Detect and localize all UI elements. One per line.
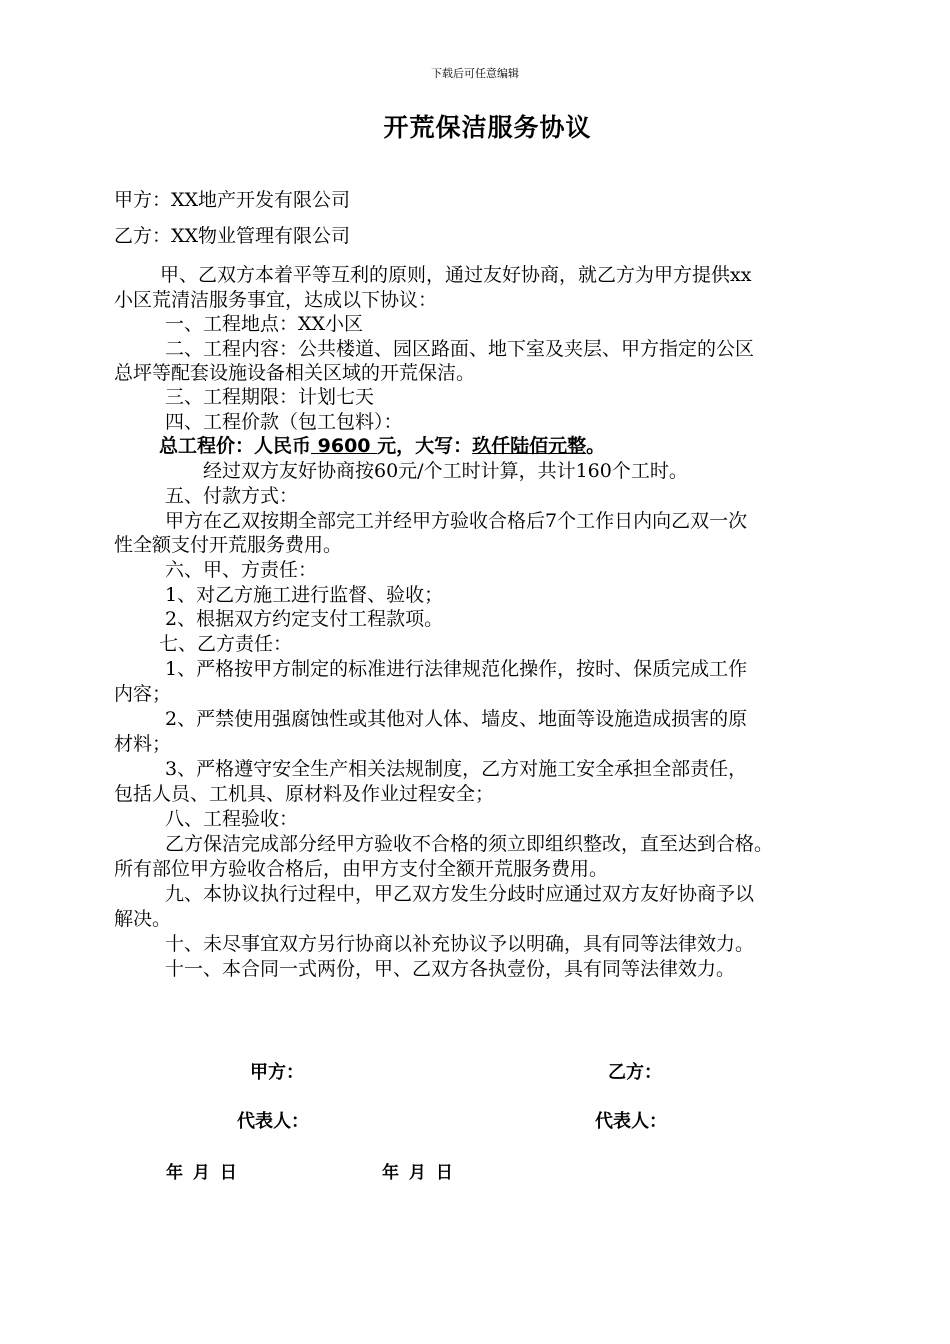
section-9-line-2: 解决。 — [114, 908, 172, 930]
section-4-price-heading: 四、工程价款（包工包料）： — [165, 411, 403, 433]
header-note: 下载后可任意编辑 — [431, 67, 519, 80]
section-7-item-1-line-2: 内容； — [114, 683, 172, 705]
section-6-item-1: 1、对乙方施工进行监督、验收； — [165, 584, 444, 606]
section-5-payment-heading: 五、付款方式： — [165, 485, 299, 507]
section-2-content-line-2: 总坪等配套设施设备相关区域的开荒保洁。 — [114, 362, 476, 384]
section-1-location: 一、工程地点：XX小区 — [165, 313, 364, 335]
section-7-item-2-line-1: 2、严禁使用强腐蚀性或其他对人体、墙皮、地面等设施造成损害的原 — [165, 708, 748, 730]
signature-party-b-label: 乙方： — [608, 1062, 662, 1083]
section-9-line-1: 九、本协议执行过程中，甲乙双方发生分歧时应通过双方友好协商予以 — [165, 883, 755, 905]
section-7-item-3-line-2: 包括人员、工机具、原材料及作业过程安全； — [114, 783, 495, 805]
section-3-period: 三、工程期限：计划七天 — [165, 386, 375, 408]
signature-date-b: 年 月 日 — [382, 1163, 455, 1183]
price-end: 。 — [586, 435, 606, 457]
section-11: 十一、本合同一式两份，甲、乙双方各执壹份，具有同等法律效力。 — [165, 958, 736, 980]
signature-party-a-label: 甲方： — [250, 1062, 304, 1083]
section-7-item-3-line-1: 3、严格遵守安全生产相关法规制度，乙方对施工安全承担全部责任， — [165, 758, 748, 780]
section-7-item-1-line-1: 1、严格按甲方制定的标准进行法律规范化操作，按时、保质完成工作 — [165, 658, 748, 680]
intro-line-2: 小区荒清洁服务事宜，达成以下协议： — [114, 289, 438, 311]
total-price-line — [159, 434, 605, 459]
section-7-heading: 七、乙方责任： — [159, 633, 293, 655]
section-8-line-2: 所有部位甲方验收合格后，由甲方支付全额开荒服务费用。 — [114, 858, 609, 880]
signature-rep-a-label: 代表人： — [237, 1111, 309, 1132]
section-5-payment-line-1: 甲方在乙双按期全部完工并经甲方验收合格后7个工作日内向乙双一次 — [165, 510, 748, 532]
price-prefix: 总工程价：人民币 — [159, 435, 312, 457]
price-amount: 9600 — [311, 435, 378, 457]
party-b-line: 乙方：XX物业管理有限公司 — [114, 225, 351, 247]
signature-date-a: 年 月 日 — [166, 1163, 239, 1183]
section-6-item-2: 2、根据双方约定支付工程款项。 — [165, 608, 444, 630]
section-5-payment-line-2: 性全额支付开荒服务费用。 — [114, 534, 343, 556]
document-title: 开荒保洁服务协议 — [383, 113, 592, 142]
section-8-heading: 八、工程验收： — [165, 808, 299, 830]
intro-line-1: 甲、乙双方本着平等互利的原则，通过友好协商，就乙方为甲方提供xx — [160, 264, 752, 286]
section-8-line-1: 乙方保洁完成部分经甲方验收不合格的须立即组织整改，直至达到合格。 — [165, 833, 774, 855]
price-calculation: 经过双方友好协商按60元/个工时计算，共计160个工时。 — [203, 460, 688, 482]
section-2-content-line-1: 二、工程内容：公共楼道、园区路面、地下室及夹层、甲方指定的公区 — [165, 338, 755, 360]
price-in-words: 玖仟陆佰元整 — [472, 435, 587, 457]
section-7-item-2-line-2: 材料； — [114, 733, 172, 755]
section-10: 十、未尽事宜双方另行协商以补充协议予以明确，具有同等法律效力。 — [165, 933, 755, 955]
signature-rep-b-label: 代表人： — [595, 1111, 667, 1132]
party-a-line: 甲方：XX地产开发有限公司 — [114, 189, 351, 211]
price-middle: 元，大写： — [377, 435, 473, 457]
section-6-heading: 六、甲、方责任： — [165, 559, 318, 581]
